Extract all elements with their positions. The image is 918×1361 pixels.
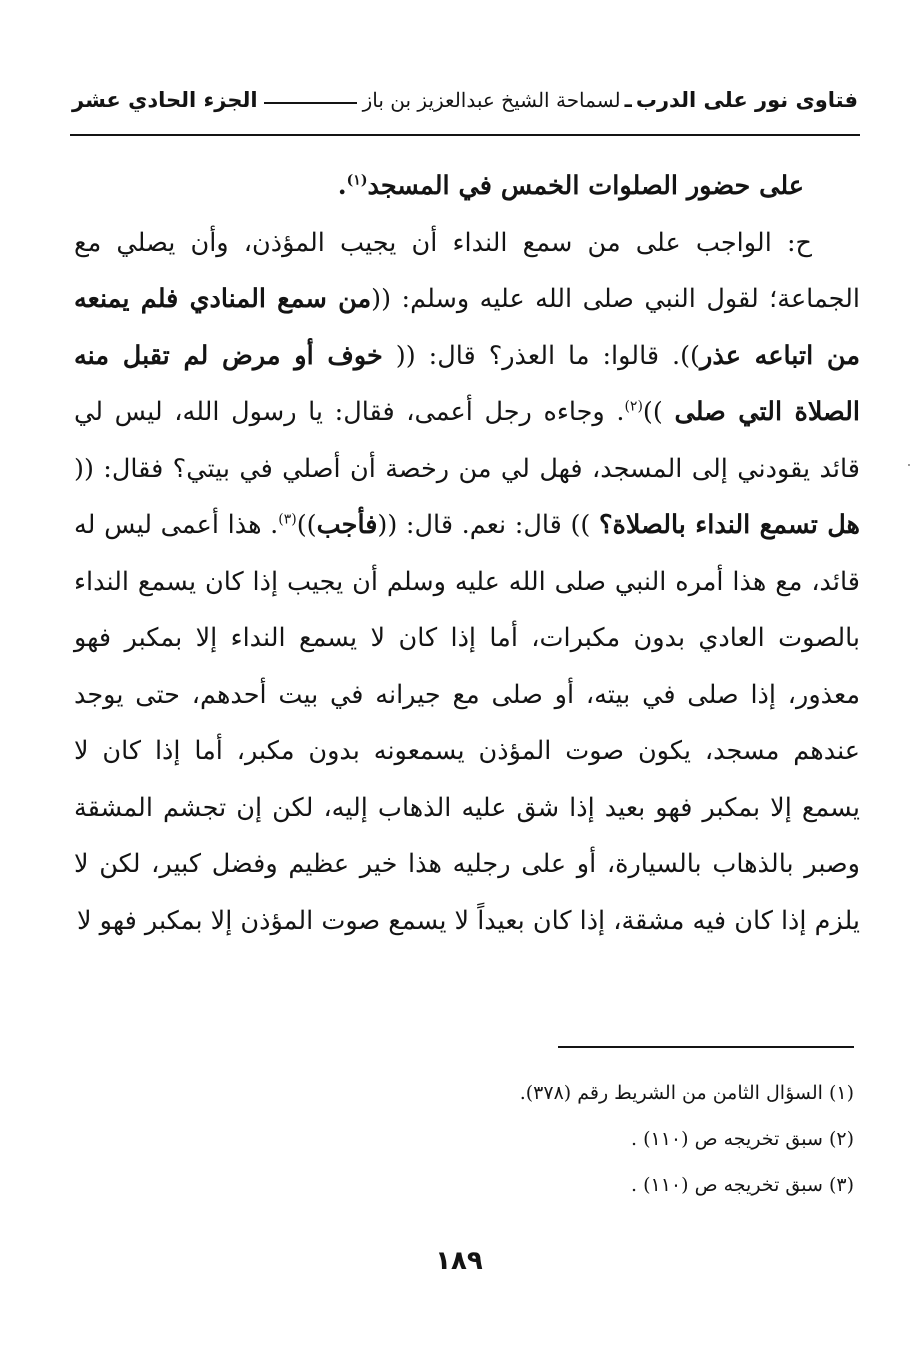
- footnote-divider: [558, 1046, 854, 1048]
- answer-text: ح: الواجب على من سمع النداء أن يجيب المؤذن، وأن يصلي مع الجماعة؛ لقول النبي صلى الله عليه وسلم: ((: [74, 227, 860, 314]
- footnote-ref-3: (٣): [278, 511, 297, 528]
- author-name: لسماحة الشيخ عبدالعزيز بن باز: [362, 88, 621, 112]
- footnote-1: (١) السؤال الثامن من الشريط رقم (٣٧٨).: [519, 1082, 854, 1104]
- answer-text: . وجاءه رجل أعمى، فقال: يا رسول الله، ليس لي قائد يقودني إلى المسجد، فهل لي من رخصة أن أصلي في بيتي؟ فقال: ((: [74, 397, 860, 484]
- answer-text: )): [296, 510, 317, 540]
- header-dash: ـ: [624, 88, 632, 112]
- hadith-quote: فأجب: [316, 510, 378, 540]
- running-header: [72, 88, 858, 112]
- answer-text: . هذا أعمى ليس له قائد، مع هذا أمره النبي صلى الله عليه وسلم أن يجيب إذا كان يسمع النداء بالصوت العادي بدون مكبرات، أما إذا كان لا يسمع النداء إلا بمكبر فهو معذور، إذا صلى في بيته، أو صلى مع جيرانه في بيت أحدهم، حتى يوجد عندهم مسجد، يكون صوت المؤذن يسمعونه بدون مكبر، أما إذا كان لا يسمع إلا بمكبر فهو بعيد إذا شق عليه الذهاب إليه، لكن إن تجشم المشقة وصبر بالذهاب بالسيارة، أو على رجليه هذا خير عظيم وفضل كبير، لكن لا يلزم إذا كان فيه مشقة، إذا كان بعيداً لا يسمع صوت المؤذن إلا بمكبر فهو لا: [74, 510, 860, 936]
- answer-text: )) قال: نعم. قال: ((: [377, 510, 599, 540]
- footnote-3: (٣) سبق تخريجه ص (١١٠) .: [631, 1174, 854, 1196]
- question-ending: على حضور الصلوات الخمس في المسجد$^{(١)}$.: [337, 171, 804, 201]
- margin-speck: [908, 464, 910, 466]
- volume-label: الجزء الحادي عشر: [72, 88, 258, 112]
- answer-text: )). قالوا: ما العذر؟ قال: ((: [382, 340, 700, 371]
- main-text: [74, 158, 860, 949]
- footnote-ref-1: (١): [346, 172, 368, 189]
- header-rule: [264, 102, 357, 104]
- footnotes: [200, 1070, 854, 1208]
- footnote-2: (٢) سبق تخريجه ص (١١٠) .: [631, 1128, 854, 1150]
- book-title: فتاوى نور على الدرب: [635, 88, 858, 112]
- header-divider: [70, 134, 860, 136]
- hadith-quote: هل تسمع النداء بالصلاة؟: [598, 510, 860, 540]
- hadith-quote: من سمع المنادي فلم يمنعه من اتباعه عذر: [74, 284, 860, 371]
- page-number: ١٨٩: [435, 1246, 483, 1276]
- question-text: على حضور الصلوات الخمس في المسجد: [367, 171, 804, 201]
- footnote-ref-2: (٢): [624, 398, 643, 415]
- hadith-quote: خوف أو مرض لم تقبل منه الصلاة التي صلى: [74, 340, 860, 427]
- answer-text: )): [642, 397, 675, 427]
- answer-paragraph: [74, 215, 860, 950]
